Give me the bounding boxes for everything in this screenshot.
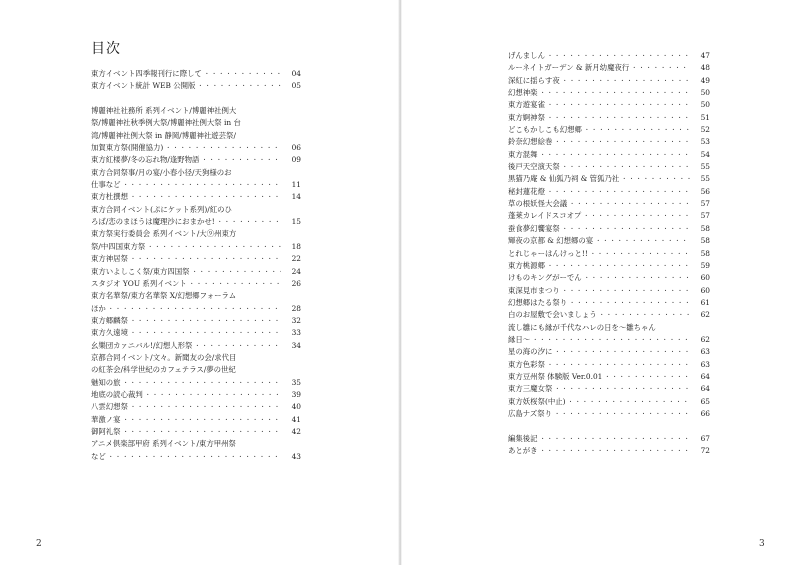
toc-entry-line	[91, 303, 301, 315]
toc-entry-title: 東方妖桜祭(中止)	[508, 396, 566, 406]
toc-entry-line	[91, 216, 301, 228]
dot-leader	[590, 249, 690, 260]
toc-entry-line	[91, 266, 301, 278]
toc-entry-title: 輝夜の京都 & 幻想郷の宴	[508, 236, 594, 246]
book-gutter	[398, 0, 402, 565]
dot-leader	[547, 261, 690, 272]
toc-entry-title: 草の根妖怪大会議	[508, 199, 568, 209]
toc-entry-title: 加賀東方祭(開催協力)	[91, 143, 164, 153]
dot-leader	[540, 150, 690, 161]
toc-entry-title: 華激ノ宴	[91, 414, 121, 424]
toc-entry	[508, 346, 710, 358]
toc-entry-title: 仕事など	[91, 180, 121, 190]
toc-entry-title: 星の海の汐に	[508, 347, 553, 357]
toc-entry-title: 東方混舞	[508, 149, 538, 159]
toc-entry-line	[508, 371, 710, 383]
toc-entry-line	[508, 383, 710, 395]
toc-entry-title: 幻想郷はたる祭り	[508, 297, 568, 307]
page-number-left: 2	[36, 539, 42, 549]
toc-entry	[508, 124, 710, 136]
dot-leader	[631, 63, 690, 74]
toc-entry	[91, 426, 301, 438]
dot-leader	[130, 254, 281, 265]
toc-page-number: 49	[700, 75, 710, 85]
dot-leader	[197, 81, 281, 92]
toc-entry	[91, 414, 301, 426]
toc-entry-line	[91, 191, 301, 203]
dot-leader	[547, 100, 690, 111]
toc-entry	[508, 433, 710, 445]
toc-entry-title: 蓬莱カレイドスコオプ	[508, 211, 582, 221]
toc-page-number: 64	[700, 371, 710, 381]
dot-leader	[217, 217, 281, 228]
toc-page-number: 42	[291, 426, 301, 436]
toc-entry-title: 鈴奈幻想絵巻	[508, 137, 553, 147]
toc-entry-title: 縁日〜	[508, 334, 531, 344]
toc-entry-title: 京都合同イベント/文々。新聞友の会/求代目	[91, 352, 237, 362]
toc-page-number: 22	[291, 254, 301, 264]
toc-entry-title: 東方イベント統計 WEB 公開版	[91, 81, 196, 91]
toc-entry-title: など	[91, 451, 106, 461]
toc-entry-line	[91, 179, 301, 191]
toc-entry-title: 東方名華祭/東方名華祭 X/幻想郷フォーラム	[91, 291, 237, 301]
dot-leader	[147, 242, 281, 253]
toc-page-number: 47	[700, 51, 710, 60]
toc-entry	[508, 260, 710, 272]
dot-leader	[540, 88, 690, 99]
toc-entry-line	[91, 315, 301, 327]
toc-entry-title: ほか	[91, 303, 106, 313]
toc-entry-title: あとがき	[508, 446, 538, 455]
toc-entry-title: 東方合同イベント(ぷにケット系列)/紅のひ	[91, 204, 232, 214]
dot-leader	[562, 286, 690, 297]
toc-entry	[508, 383, 710, 395]
toc-entry-title: 御阿礼祭	[91, 426, 121, 436]
toc-entry-title: けものキングがーでん	[508, 273, 582, 283]
toc-page-number: 39	[291, 389, 301, 399]
page-number-right: 3	[759, 539, 765, 549]
toc-entry-line	[91, 290, 301, 302]
toc-entry-title: 博麗神社社務所 系列イベント/博麗神社例大	[91, 106, 237, 116]
dot-leader	[547, 113, 690, 124]
toc-page-number: 65	[700, 396, 710, 406]
toc-entry	[91, 352, 301, 389]
toc-entry-title: 後戸天空演天祭	[508, 162, 560, 172]
toc-entry-title: 東方祭実行委員会 系列イベント/大⑨州東方	[91, 229, 237, 239]
toc-entry-title: 流し雛にも縁が千代なハレの日を〜雛ちゃん	[508, 322, 656, 332]
toc-entry-line	[508, 285, 710, 297]
dot-leader	[130, 328, 281, 339]
toc-entry-line	[91, 105, 301, 117]
dot-leader	[540, 434, 690, 445]
toc-page-number: 50	[700, 100, 710, 110]
toc-entry-line	[508, 210, 710, 222]
toc-entry-line	[91, 241, 301, 253]
toc-entry-line	[508, 408, 710, 420]
toc-page-number: 09	[291, 155, 301, 165]
toc-entry-line	[91, 438, 301, 450]
toc-entry-line	[91, 352, 301, 364]
dot-leader	[204, 69, 281, 80]
toc-page-number: 62	[700, 334, 710, 344]
toc-entry	[91, 204, 301, 229]
toc-page-number: 63	[700, 347, 710, 357]
dot-leader	[584, 273, 690, 284]
toc-spacer	[91, 93, 301, 105]
toc-entry	[91, 438, 301, 463]
toc-entry-title: 白のお屋敷で会いましょう	[508, 310, 597, 320]
toc-entry-title: 幻想神楽	[508, 88, 538, 98]
dot-leader	[189, 279, 281, 290]
toc-entry-line	[508, 260, 710, 272]
toc-entry-title: 魅知の旅	[91, 377, 121, 387]
toc-page-number: 72	[700, 446, 710, 455]
toc-entry	[91, 266, 301, 278]
toc-entry	[508, 297, 710, 309]
toc-page-number: 53	[700, 137, 710, 147]
dot-leader	[532, 335, 690, 346]
toc-entry-line	[91, 80, 301, 92]
toc-entry-title: の紅茶会/科学世紀のカフェテラス/夢の世紀	[91, 365, 236, 375]
toc-entry-line	[508, 173, 710, 185]
toc-page-number: 35	[291, 377, 301, 387]
dot-leader	[547, 51, 690, 62]
toc-entry	[508, 62, 710, 74]
toc-entry-line	[508, 445, 710, 457]
dot-leader	[569, 199, 690, 210]
dot-leader	[165, 143, 281, 154]
toc-page-number: 63	[700, 359, 710, 369]
toc-entry-line	[91, 154, 301, 166]
dot-leader	[568, 397, 690, 408]
toc-page-number: 58	[700, 223, 710, 233]
toc-entry-line	[91, 377, 301, 389]
dot-leader	[604, 372, 690, 383]
toc-entry	[508, 272, 710, 284]
toc-entry-title: 東方合同祭事/月の宴/小春小径/天狗様のお	[91, 167, 232, 177]
toc-page-number: 14	[291, 192, 301, 202]
toc-entry-line	[508, 272, 710, 284]
toc-entry	[91, 105, 301, 154]
toc-entry	[508, 359, 710, 371]
toc-list-right	[508, 50, 710, 457]
toc-page-number: 54	[700, 149, 710, 159]
toc-entry-line	[508, 50, 710, 62]
toc-page-number: 64	[700, 384, 710, 394]
toc-entry-title: 祭/中四国東方祭	[91, 241, 146, 251]
toc-entry-line	[508, 186, 710, 198]
toc-entry-title: 湾/博麗神社例大祭 in 静岡/博麗神社遊芸祭/	[91, 130, 236, 140]
toc-entry	[508, 445, 710, 457]
toc-entry-line	[91, 204, 301, 216]
toc-entry	[508, 87, 710, 99]
dot-leader	[621, 174, 690, 185]
toc-entry-line	[508, 359, 710, 371]
toc-entry	[91, 278, 301, 290]
toc-entry-line	[508, 334, 710, 346]
dot-leader	[554, 384, 690, 395]
toc-spacer	[508, 420, 710, 432]
toc-page-number: 32	[291, 315, 301, 325]
dot-leader	[584, 125, 690, 136]
dot-leader	[554, 409, 690, 420]
toc-entry	[508, 210, 710, 222]
toc-entry-title: 東方三魔女祭	[508, 384, 553, 394]
toc-entry-line	[508, 309, 710, 321]
toc-page-number: 59	[700, 260, 710, 270]
toc-page-number: 06	[291, 143, 301, 153]
toc-page-number: 57	[700, 211, 710, 221]
dot-leader	[595, 236, 690, 247]
toc-page-number: 67	[700, 433, 710, 443]
toc-page-number: 56	[700, 186, 710, 196]
toc-entry-title: 東深見市まつり	[508, 285, 560, 295]
toc-entry-title: 八雲幻想祭	[91, 402, 128, 412]
dot-leader	[192, 267, 281, 278]
toc-page-number: 15	[291, 217, 301, 227]
dot-leader	[554, 347, 690, 358]
toc-entry	[508, 223, 710, 235]
toc-page-number: 55	[700, 162, 710, 172]
toc-entry-title: ルーネイトガーデン & 新月幼魔夜行	[508, 63, 630, 73]
dot-leader	[201, 155, 281, 166]
dot-leader	[599, 310, 690, 321]
toc-entry-line	[91, 228, 301, 240]
dot-leader	[108, 452, 281, 463]
dot-leader	[554, 137, 690, 148]
toc-page-number: 41	[291, 414, 301, 424]
toc-entry-line	[91, 167, 301, 179]
toc-entry-title: どこもかしこも幻想郷	[508, 125, 582, 135]
toc-page-number: 04	[291, 69, 301, 78]
toc-entry-line	[508, 322, 710, 334]
toc-page-number: 33	[291, 328, 301, 338]
toc-entry-title: 編集後記	[508, 433, 538, 443]
toc-page-number: 34	[291, 340, 301, 350]
toc-entry-title: スタジオ YOU 系列イベント	[91, 278, 187, 288]
toc-heading: 目次	[91, 41, 121, 57]
toc-entry-line	[508, 124, 710, 136]
toc-page-number: 57	[700, 199, 710, 209]
toc-page-number: 60	[700, 285, 710, 295]
toc-entry	[508, 309, 710, 321]
toc-entry-title: 東方郷麟祭	[91, 315, 128, 325]
toc-entry-line	[508, 433, 710, 445]
toc-entry	[508, 75, 710, 87]
toc-entry	[508, 186, 710, 198]
toc-entry-title: 東方色彩祭	[508, 359, 545, 369]
toc-entry-line	[508, 149, 710, 161]
dot-leader	[562, 76, 690, 87]
toc-entry	[508, 50, 710, 62]
dot-leader	[569, 298, 690, 309]
toc-entry-line	[508, 75, 710, 87]
dot-leader	[562, 162, 690, 173]
toc-entry	[91, 253, 301, 265]
dot-leader	[547, 360, 690, 371]
toc-entry	[91, 68, 301, 80]
toc-entry-line	[91, 253, 301, 265]
toc-entry-line	[91, 451, 301, 463]
toc-page-number: 50	[700, 88, 710, 98]
toc-entry-title: 東方豆州祭 体験版 Ver.0.01	[508, 371, 603, 381]
toc-page-number: 58	[700, 236, 710, 246]
toc-page-number: 51	[700, 112, 710, 122]
toc-page-number: 05	[291, 81, 301, 91]
toc-entry	[91, 80, 301, 92]
toc-entry-line	[91, 426, 301, 438]
toc-entry-line	[508, 235, 710, 247]
toc-page-number: 60	[700, 273, 710, 283]
dot-leader	[145, 390, 281, 401]
toc-entry-title: 秘封蓮花燈	[508, 186, 545, 196]
toc-entry	[91, 315, 301, 327]
toc-entry-title: 地底の読心裁判	[91, 389, 143, 399]
toc-entry	[508, 173, 710, 185]
toc-entry	[91, 340, 301, 352]
toc-page-number: 40	[291, 402, 301, 412]
dot-leader	[562, 224, 690, 235]
toc-entry-title: 東方イベント四季報刊行に際して	[91, 69, 202, 78]
toc-entry-title: 蚕食夢幻饗宴祭	[508, 223, 560, 233]
toc-entry-line	[91, 117, 301, 129]
toc-page-number: 28	[291, 303, 301, 313]
toc-entry-line	[91, 364, 301, 376]
toc-entry-line	[91, 278, 301, 290]
toc-entry	[508, 235, 710, 247]
toc-entry	[508, 136, 710, 148]
toc-page-number: 18	[291, 241, 301, 251]
toc-entry-title: 東方婀神祭	[508, 112, 545, 122]
toc-page-number: 11	[291, 180, 301, 190]
dot-leader	[547, 187, 690, 198]
toc-entry	[508, 149, 710, 161]
toc-entry-line	[91, 340, 301, 352]
toc-entry-line	[508, 161, 710, 173]
toc-entry	[91, 228, 301, 253]
toc-entry-title: とれじゃーはんけっと!!	[508, 248, 588, 258]
toc-page-number: 43	[291, 451, 301, 461]
toc-entry-line	[508, 112, 710, 124]
toc-entry-line	[91, 142, 301, 154]
toc-page-number: 61	[700, 297, 710, 307]
dot-leader	[123, 427, 281, 438]
toc-entry-line	[91, 68, 301, 80]
toc-entry-title: アニメ倶楽部甲府 系列イベント/東方甲州祭	[91, 439, 236, 449]
toc-entry-line	[508, 223, 710, 235]
toc-entry-title: 東方神居祭	[91, 254, 128, 264]
toc-entry	[508, 198, 710, 210]
toc-entry-title: 東方遊宴雀	[508, 100, 545, 110]
toc-page-number: 24	[291, 266, 301, 276]
toc-entry	[91, 154, 301, 166]
toc-entry	[508, 112, 710, 124]
dot-leader	[123, 180, 281, 191]
dot-leader	[108, 304, 281, 315]
toc-entry	[508, 396, 710, 408]
toc-entry-title: 東方杜撰想	[91, 192, 128, 202]
toc-page-number: 26	[291, 278, 301, 288]
toc-entry	[91, 327, 301, 339]
dot-leader	[540, 446, 690, 457]
toc-page-number: 48	[700, 63, 710, 73]
toc-entry-line	[508, 297, 710, 309]
toc-entry-title: 東方紅楼夢/冬の忘れ物/逢野物語	[91, 155, 200, 165]
toc-entry-line	[508, 248, 710, 260]
toc-entry	[508, 248, 710, 260]
dot-leader	[583, 211, 690, 222]
toc-list-left	[91, 68, 301, 463]
toc-entry-title: 東方いよしこく祭/東方四国祭	[91, 266, 190, 276]
dot-leader	[194, 341, 281, 352]
dot-leader	[130, 192, 281, 203]
toc-entry-line	[91, 389, 301, 401]
toc-entry-line	[91, 327, 301, 339]
toc-entry-title: 幺樂団カァニバル!/幻想人形祭	[91, 340, 193, 350]
toc-entry	[91, 167, 301, 192]
dot-leader	[123, 378, 281, 389]
toc-entry-line	[508, 346, 710, 358]
dot-leader	[123, 415, 281, 426]
toc-entry-title: げんましん	[508, 51, 545, 60]
toc-entry	[91, 401, 301, 413]
toc-entry-title: 東方桃源郷	[508, 260, 545, 270]
toc-page-number: 62	[700, 310, 710, 320]
toc-entry-title: 深紅に揺らす夜	[508, 75, 560, 85]
toc-entry-line	[91, 414, 301, 426]
toc-entry	[508, 161, 710, 173]
dot-leader	[130, 402, 281, 413]
toc-entry-title: 東方久遠境	[91, 328, 128, 338]
toc-page-number: 52	[700, 125, 710, 135]
toc-entry	[91, 191, 301, 203]
toc-entry	[508, 285, 710, 297]
toc-entry-line	[508, 62, 710, 74]
toc-entry	[91, 290, 301, 315]
toc-entry-line	[91, 401, 301, 413]
toc-entry-line	[91, 130, 301, 142]
toc-entry	[508, 408, 710, 420]
toc-entry-line	[508, 99, 710, 111]
toc-entry-line	[508, 198, 710, 210]
toc-entry-line	[508, 396, 710, 408]
toc-entry	[91, 389, 301, 401]
dot-leader	[130, 316, 281, 327]
toc-entry-title: 広島ナズ祭り	[508, 408, 553, 418]
toc-entry-title: 黒猫乃庵 & 仙狐乃祠 & 管狐乃社	[508, 174, 620, 184]
toc-entry-title: 祭/博麗神社秋季例大祭/博麗神社例大祭 in 台	[91, 118, 241, 128]
toc-entry-title: ろば/恋のまほうは魔理沙におまかせ!	[91, 217, 215, 227]
toc-entry	[508, 99, 710, 111]
toc-entry	[508, 371, 710, 383]
toc-page-number: 66	[700, 408, 710, 418]
toc-page-number: 55	[700, 174, 710, 184]
toc-entry-line	[508, 87, 710, 99]
toc-entry	[508, 322, 710, 347]
toc-page-number: 58	[700, 248, 710, 258]
toc-entry-line	[508, 136, 710, 148]
